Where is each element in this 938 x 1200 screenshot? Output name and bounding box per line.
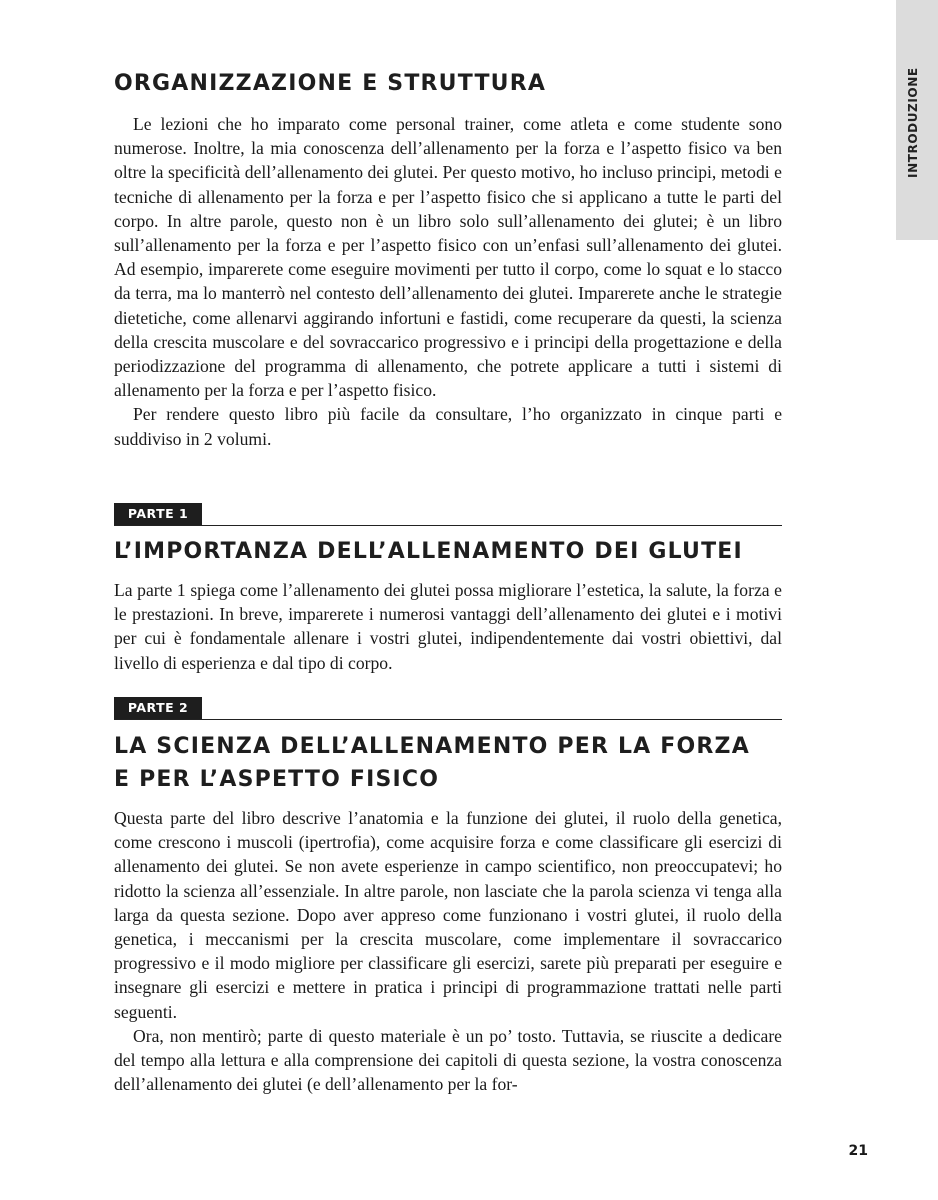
chapter-tab-label: INTRODUZIONE — [906, 67, 920, 178]
body-paragraph: Questa parte del libro descrive l’anatomia e la funzione dei glutei, il ruolo della genetica, come crescono i muscoli (ipertrofia), come acquisire forza e come classificare gli esercizi di allenamento dei glutei. Se non avete esperienze in campo scientifico, non preoccupatevi; ho ridotto la scienza all’essenziale. In altre parole, non lasciate che la parola scienza vi tenga alla larga da questa sezione. Dopo aver appreso come funzionano i vostri glutei, il ruolo della genetica, i meccanismi per la crescita muscolare, come implementare il sovraccarico progressivo e il modo migliore per classificare gli esercizi, sarete più preparati per eseguire e insegnare gli esercizi e mettere in pratica i principi di programmazione trattati nelle parti seguenti. — [114, 808, 782, 1022]
part-label: PARTE 2 — [114, 697, 202, 719]
part-title — [114, 730, 782, 796]
chapter-side-tab — [896, 0, 938, 240]
body-paragraph: Ora, non mentirò; parte di questo materiale è un po’ tosto. Tuttavia, se riuscite a dedicare del tempo alla lettura e alla comprensione dei capitoli di questa sezione, la vostra conoscenza dell’allenamento dei glutei (e dell’allenamento per la for- — [114, 1025, 782, 1095]
body-paragraph: La parte 1 spiega come l’allenamento dei glutei possa migliorare l’estetica, la salute, la forza e le prestazioni. In breve, imparerete i numerosi vantaggi dell’allenamento dei glutei e i motivi per cui è fondamentale allenare i vostri glutei, indipendentemente dai vostri obiettivi, dal livello di esperienza e dal tipo di corpo. — [114, 580, 782, 673]
body-paragraph: Per rendere questo libro più facile da consultare, l’ho organizzato in cinque parti e suddiviso in 2 volumi. — [114, 404, 782, 449]
part-title: L’IMPORTANZA DELL’ALLENAMENTO DEI GLUTEI — [114, 539, 743, 564]
section-organizzazione — [114, 68, 782, 451]
part-title-line: E PER L’ASPETTO FISICO — [114, 767, 440, 792]
section-title: ORGANIZZAZIONE E STRUTTURA — [114, 71, 547, 96]
page-number: 21 — [848, 1143, 868, 1159]
section-parte-1 — [114, 503, 782, 675]
part-divider — [114, 697, 782, 720]
section-parte-2 — [114, 697, 782, 1096]
part-label: PARTE 1 — [114, 503, 202, 525]
part-divider — [114, 503, 782, 526]
body-paragraph: Le lezioni che ho imparato come personal trainer, come atleta e come studente sono numerose. Inoltre, la mia conoscenza dell’allenamento per la forza e l’aspetto fisico va ben oltre la specificità dell’allenamento dei glutei. Per questo motivo, ho incluso principi, metodi e tecniche di allenamento per la forza e per l’aspetto fisico che si applicano a tutte le parti del corpo. In altre parole, questo non è un libro solo sull’allenamento dei glutei; è un libro sull’allenamento per la forza e per l’aspetto fisico con un’enfasi sull’allenamento dei glutei. Ad esempio, imparerete come eseguire movimenti per tutto il corpo, come lo squat e lo stacco da terra, ma lo manterrò nel contesto dell’allenamento dei glutei. Imparerete anche le strategie dietetiche, come allenarvi aggirando infortuni e fastidi, come recuperare da questi, la scienza della crescita muscolare e del sovraccarico progressivo e i principi della progettazione e della periodizzazione del programma di allenamento, che potrete applicare a tutti i sistemi di allenamento per la forza e per l’aspetto fisico. — [114, 114, 782, 401]
part-title-line: LA SCIENZA DELL’ALLENAMENTO PER LA FORZA — [114, 734, 750, 759]
